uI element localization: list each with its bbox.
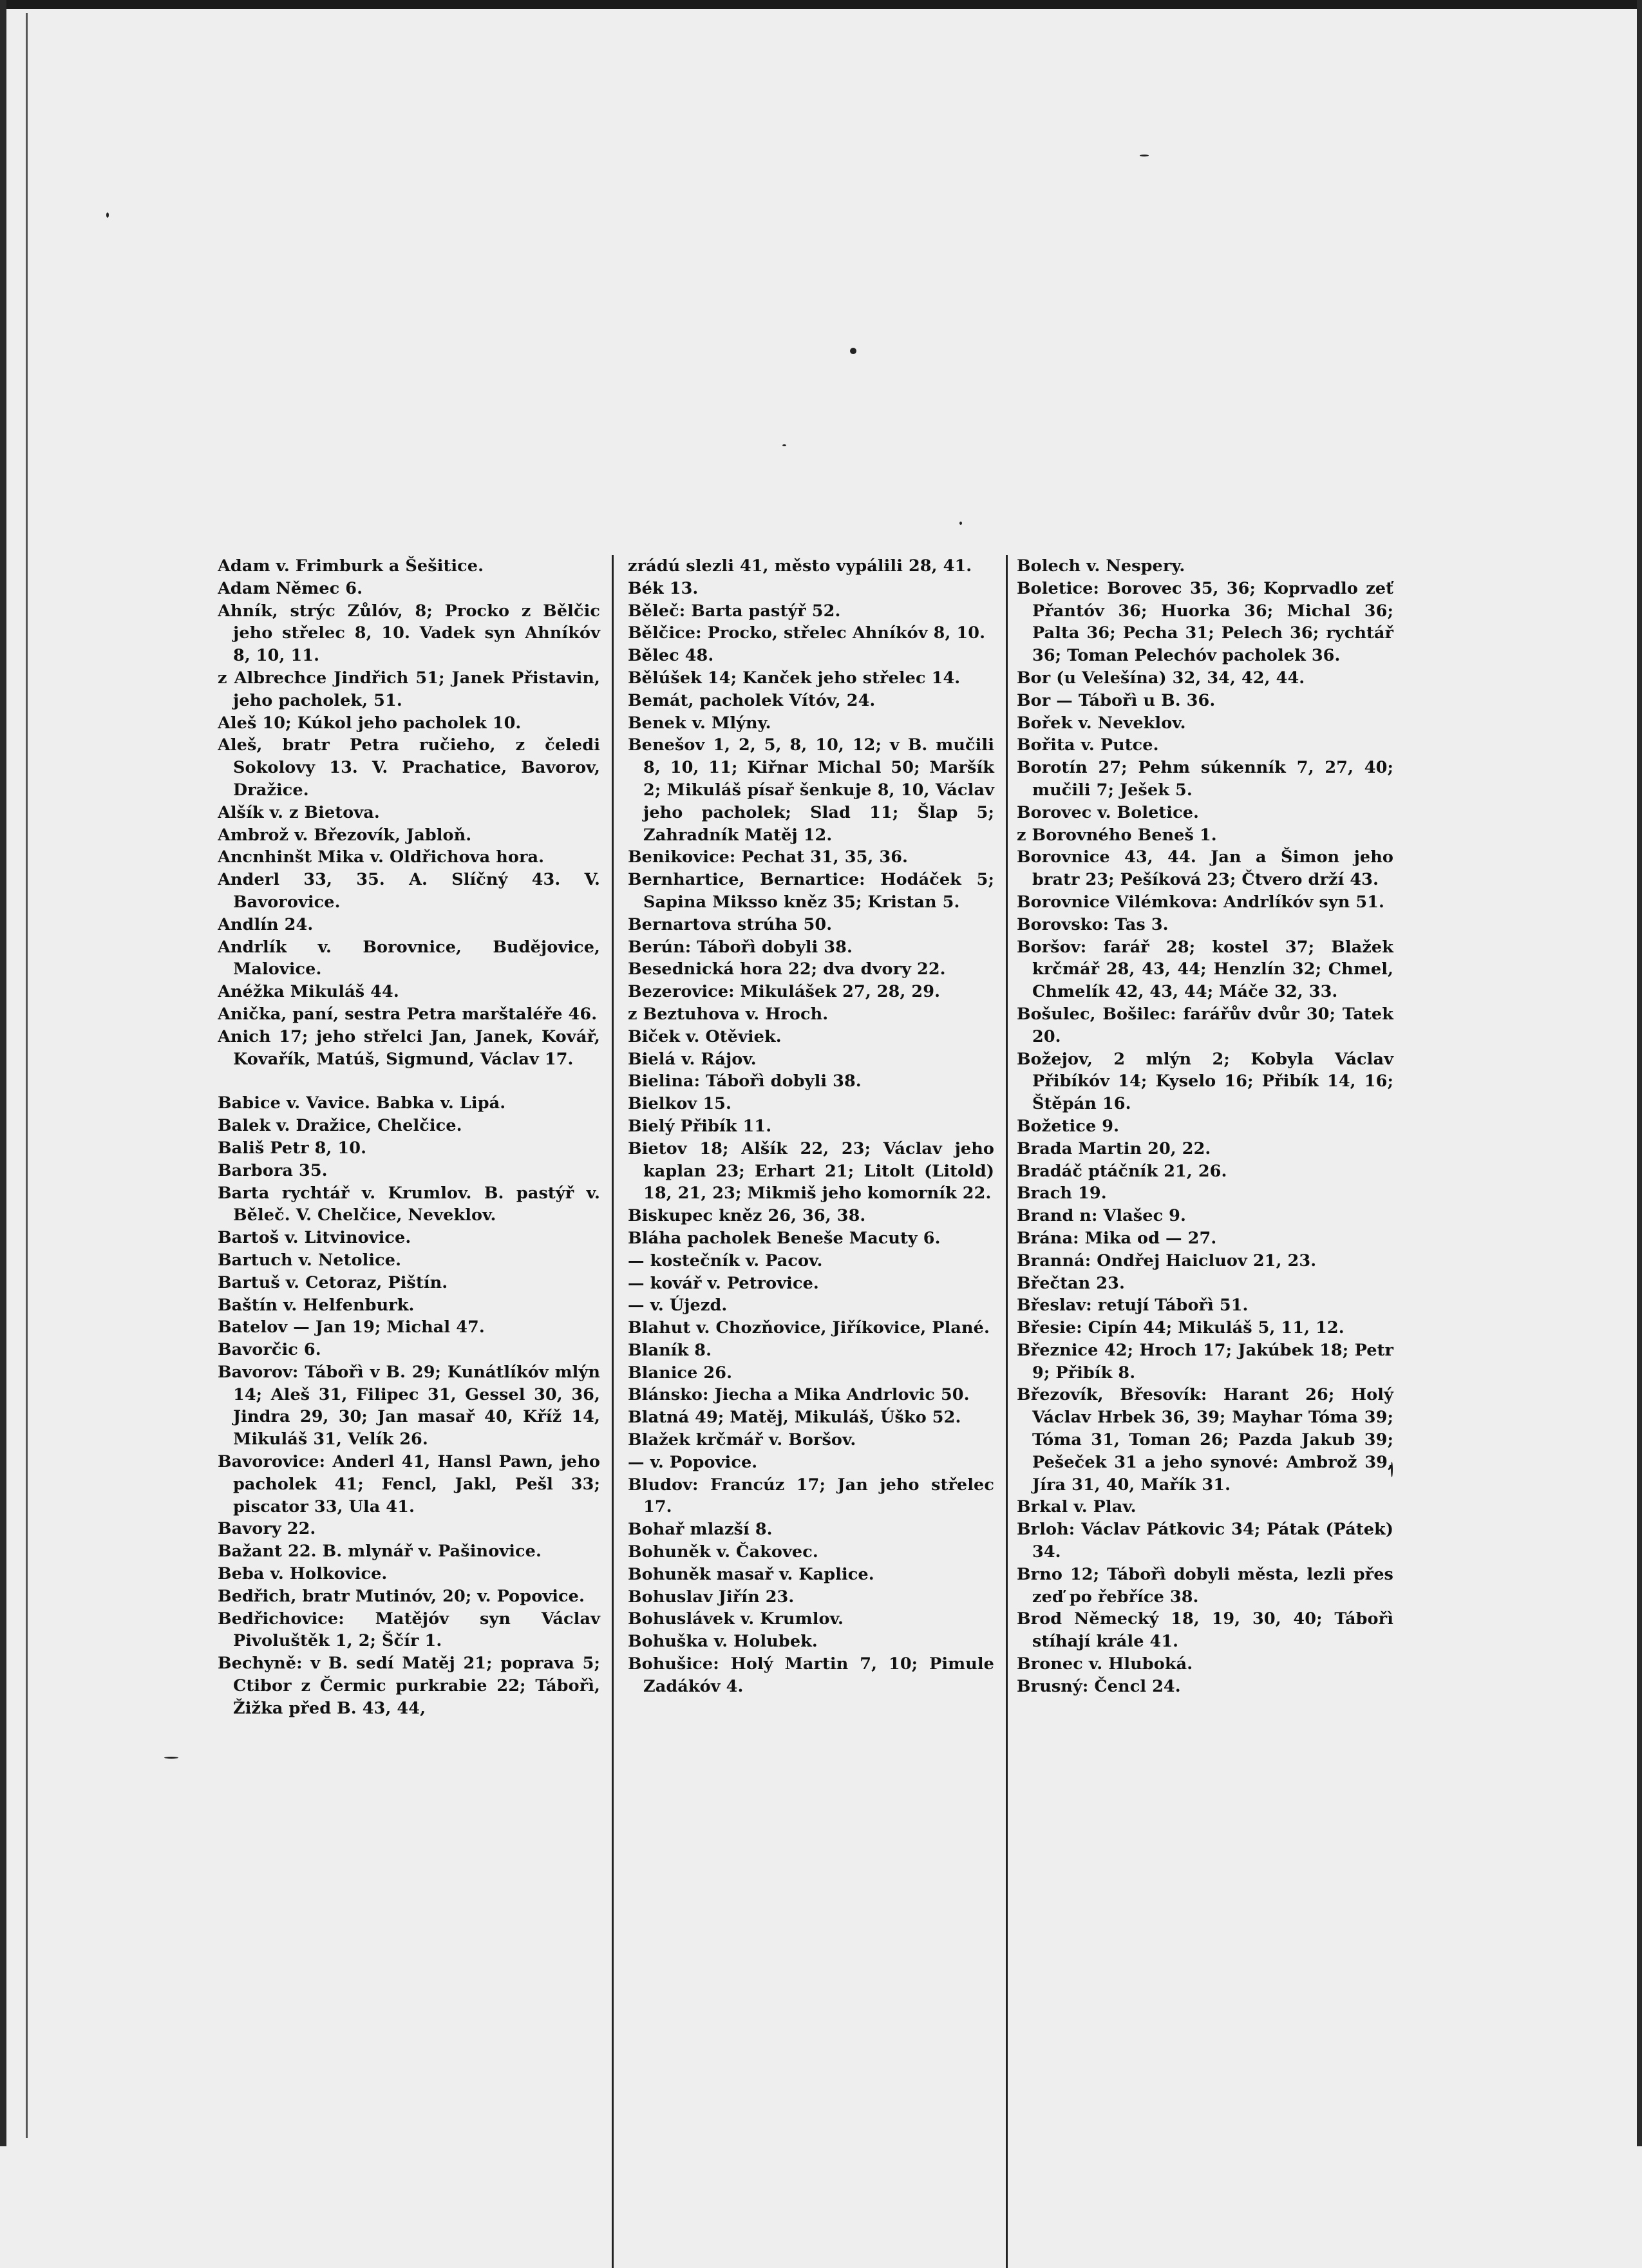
page-fold-line [26, 13, 28, 2138]
index-entry: z Borovného Beneš 1. [1017, 825, 1217, 845]
index-entry: Anička, paní, sestra Petra marštaléře 46. [218, 1004, 598, 1024]
index-entry: Bartuš v. Cetoraz, Pištín. [218, 1272, 448, 1292]
index-entry: Blánsko: Jiecha a Mika Andrlovic 50. [628, 1385, 970, 1405]
index-column-2 [612, 555, 1006, 2268]
index-entry: Bielkov 15. [628, 1094, 731, 1114]
index-entry: Blažek krčmář v. Boršov. [628, 1430, 856, 1450]
index-entry: Bielý Přibík 11. [628, 1116, 772, 1136]
index-entry: Adam Němec 6. [218, 578, 363, 598]
index-entry: Bohušice: Holý Martin 7, 10; Pimule Zadákóv 4. [628, 1654, 994, 1696]
index-entry: Bořita v. Putce. [1017, 735, 1159, 755]
index-entry: Bolech v. Nespery. [1017, 556, 1185, 576]
index-entry: Andlín 24. [218, 914, 314, 934]
index-entry: — v. Popovice. [628, 1452, 758, 1472]
index-entry: Brána: Mika od — 27. [1017, 1228, 1217, 1248]
index-entry: Ancnhinšt Mika v. Oldřichova hora. [218, 847, 545, 867]
index-entry: Balek v. Dražice, Chelčice. [218, 1116, 462, 1136]
index-entry: Anderl 33, 35. A. Slíčný 43. V. Bavorovice. [218, 870, 600, 912]
index-entry: Brloh: Václav Pátkovic 34; Pátak (Pátek) 34. [1017, 1520, 1393, 1562]
index-entry: Bartuch v. Netolice. [218, 1250, 402, 1270]
index-entry: Borotín 27; Pehm súkenník 7, 27, 40; mučili 7; Ješek 5. [1017, 758, 1393, 800]
index-entry: Bavorov: Tábořì v B. 29; Kunátlíkóv mlýn 14; Aleš 31, Filipec 31, Gessel 30, 36, Jindra 29, 30; Jan masař 40, Kříž 14, Mikuláš 31, Velík 26. [218, 1362, 600, 1450]
index-entry: Bořek v. Neveklov. [1017, 713, 1186, 733]
index-entry: Anéžka Mikuláš 44. [218, 982, 399, 1002]
index-entry: Bludov: Francúz 17; Jan jeho střelec 17. [628, 1475, 994, 1517]
index-entry: Bielina: Tábořì dobyli 38. [628, 1072, 862, 1091]
index-entry: Bělec 48. [628, 646, 714, 666]
index-entry: Bělúšek 14; Kanček jeho střelec 14. [628, 668, 961, 688]
index-entry: Batelov — Jan 19; Michal 47. [218, 1318, 485, 1337]
index-entry: Bohuněk v. Čakovec. [628, 1542, 818, 1562]
index-column-3 [1006, 555, 1400, 2268]
index-entry: Barta rychtář v. Krumlov. B. pastýř v. Běleč. V. Chelčice, Neveklov. [218, 1183, 600, 1225]
index-entry: Bernartova strúha 50. [628, 914, 833, 934]
index-entry: Ahník, strýc Zůlóv, 8; Procko z Bělčic jeho střelec 8, 10. Vadek syn Ahníkóv 8, 10, 11. [218, 601, 600, 666]
index-entry: Blanice 26. [628, 1363, 733, 1383]
index-entry: Bernhartice, Bernartice: Hodáček 5; Sapina Miksso kněz 35; Kristan 5. [628, 870, 994, 912]
index-entry: Brkal v. Plav. [1017, 1497, 1137, 1517]
index-entry: Beba v. Holkovice. [218, 1564, 388, 1584]
index-entry: Brach 19. [1017, 1184, 1107, 1204]
index-column-1 [218, 555, 612, 2268]
index-entry: Bedřich, bratr Mutinóv, 20; v. Popovice. [218, 1586, 585, 1606]
index-entry: Borovnice Vilémkova: Andrlíkóv syn 51. [1017, 892, 1384, 912]
index-entry: Bošulec, Bošilec: farářův dvůr 30; Tatek 20. [1017, 1004, 1393, 1046]
index-entry: Bohař mlazší 8. [628, 1520, 773, 1540]
index-entry: Adam v. Frimburk a Šešitice. [218, 556, 484, 576]
index-entry: Bohuška v. Holubek. [628, 1632, 818, 1652]
index-entry: Besednická hora 22; dva dvory 22. [628, 959, 946, 979]
index-entry: Bažant 22. B. mlynář v. Pašinovice. [218, 1542, 542, 1562]
index-entry: Bradáč ptáčník 21, 26. [1017, 1161, 1227, 1181]
index-entry: Bališ Petr 8, 10. [218, 1138, 367, 1158]
index-entry: Bavorovice: Anderl 41, Hansl Pawn, jeho pacholek 41; Fencl, Jakl, Pešl 33; piscator 33, Ula 41. [218, 1452, 600, 1517]
index-entry: — v. Újezd. [628, 1296, 728, 1316]
index-entry: Brusný: Čencl 24. [1017, 1676, 1181, 1696]
index-entry: z Beztuhova v. Hroch. [628, 1004, 829, 1024]
index-entry: Alšík v. z Bietova. [218, 802, 380, 822]
scan-edge-right [1637, 0, 1642, 2146]
index-entry: Blatná 49; Matěj, Mikuláš, Úško 52. [628, 1408, 961, 1428]
index-entry: Bemát, pacholek Vítóv, 24. [628, 690, 876, 710]
index-entry: Brand n: Vlašec 9. [1017, 1206, 1186, 1226]
index-entry: Bartoš v. Litvinovice. [218, 1228, 411, 1248]
index-entry: Benikovice: Pechat 31, 35, 36. [628, 847, 909, 867]
scan-edge-top [0, 0, 1642, 9]
index-entry: Bor — Tábořì u B. 36. [1017, 690, 1216, 710]
index-entry: Babice v. Vavice. Babka v. Lipá. [218, 1093, 506, 1113]
index-entry: Bláha pacholek Beneše Macuty 6. [628, 1228, 941, 1248]
index-entry: Běleč: Barta pastýř 52. [628, 601, 841, 621]
index-entry: Blaník 8. [628, 1340, 712, 1360]
index-entry: Anich 17; jeho střelci Jan, Janek, Kovář, Kovařík, Matúš, Sigmund, Václav 17. [218, 1026, 600, 1069]
index-entry: Bor (u Velešína) 32, 34, 42, 44. [1017, 668, 1305, 688]
index-entry: Borovec v. Boletice. [1017, 802, 1200, 822]
index-entry: Bavory 22. [218, 1519, 316, 1539]
index-entry: — kostečník v. Pacov. [628, 1251, 823, 1271]
index-entry: Baštín v. Helfenburk. [218, 1295, 415, 1315]
index-entry: Blahut v. Chozňovice, Jiříkovice, Plané. [628, 1318, 990, 1338]
index-entry: Borovsko: Tas 3. [1017, 914, 1169, 934]
index-entry: Bohuslávek v. Krumlov. [628, 1609, 844, 1629]
index-entry: Bietov 18; Alšík 22, 23; Václav jeho kaplan 23; Erhart 21; Litolt (Litold) 18, 21, 23; Mikmiš jeho komorník 22. [628, 1139, 994, 1204]
index-entry: Aleš, bratr Petra ručieho, z čeledi Sokolovy 13. V. Prachatice, Bavorov, Dražice. [218, 735, 600, 800]
index-entry: Andrlík v. Borovnice, Budějovice, Malovice. [218, 937, 600, 979]
index-entry: — kovář v. Petrovice. [628, 1273, 819, 1293]
index-entry: z Albrechce Jindřich 51; Janek Přistavin, jeho pacholek, 51. [218, 668, 600, 710]
index-entry: Bechyně: v B. sedí Matěj 21; poprava 5; Ctibor z Čermic purkrabie 22; Tábořì, Žižka před B. 43, 44, [218, 1654, 600, 1718]
index-entry: Biskupec kněz 26, 36, 38. [628, 1206, 866, 1226]
scan-edge-left [0, 0, 6, 2146]
index-entry: Božetice 9. [1017, 1116, 1120, 1136]
index-entry: Borovnice 43, 44. Jan a Šimon jeho bratr 23; Pešíková 23; Čtvero drží 43. [1017, 847, 1393, 890]
index-entry: zrádú slezli 41, město vypálili 28, 41. [628, 556, 972, 576]
index-entry: Brada Martin 20, 22. [1017, 1139, 1211, 1158]
index-entry: Bezerovice: Mikulášek 27, 28, 29. [628, 982, 941, 1002]
index-entry: Bavorčic 6. [218, 1340, 321, 1360]
index-entry: Brno 12; Tábořì dobyli města, lezli přes zeď po řebříce 38. [1017, 1564, 1393, 1607]
index-entry: Břesie: Cipín 44; Mikuláš 5, 11, 12. [1017, 1318, 1345, 1338]
index-entry: Barbora 35. [218, 1160, 328, 1180]
name-index [218, 555, 1441, 2268]
index-entry: Aleš 10; Kúkol jeho pacholek 10. [218, 713, 522, 733]
index-entry: Břečtan 23. [1017, 1273, 1125, 1293]
index-entry: Bělčice: Procko, střelec Ahníkóv 8, 10. [628, 623, 986, 643]
index-entry: Bielá v. Rájov. [628, 1049, 757, 1069]
index-entry: Branná: Ondřej Haicluov 21, 23. [1017, 1251, 1317, 1271]
index-entry: Brod Německý 18, 19, 30, 40; Tábořì stíhají krále 41. [1017, 1609, 1393, 1652]
index-entry: Březovík, Břesovík: Harant 26; Holý Václav Hrbek 36, 39; Mayhar Tóma 39; Tóma 31, Toman 26; Pazda Jakub 39; Pešeček 31 a jeho synové: Ambrož 39, Jíra 31, 40, Mařík 31. [1017, 1385, 1393, 1495]
index-entry: Břeslav: retují Tábořì 51. [1017, 1296, 1249, 1316]
index-entry: Berún: Tábořì dobyli 38. [628, 937, 853, 957]
index-entry: Březnice 42; Hroch 17; Jakúbek 18; Petr 9; Přibík 8. [1017, 1340, 1393, 1383]
index-entry: Bedřichovice: Matějóv syn Václav Pivoluštěk 1, 2; Ščír 1. [218, 1609, 600, 1651]
index-entry: Benešov 1, 2, 5, 8, 10, 12; v B. mučili 8, 10, 11; Kiřnar Michal 50; Maršík 2; Mikuláš písař šenkuje 8, 10, Václav jeho pacholek; Slad 11; Šlap 5; Zahradník Matěj 12. [628, 735, 994, 845]
index-entry: Bék 13. [628, 578, 699, 598]
index-entry: Benek v. Mlýny. [628, 713, 771, 733]
index-entry: Bohuslav Jiřín 23. [628, 1587, 795, 1607]
index-entry: Ambrož v. Březovík, Jabloň. [218, 825, 472, 845]
index-entry: Bronec v. Hluboká. [1017, 1654, 1193, 1674]
index-entry: Boletice: Borovec 35, 36; Koprvadlo zeť Přantóv 36; Huorka 36; Michal 36; Palta 36; Pecha 31; Pelech 36; rychtář 36; Toman Pelechóv pacholek 36. [1017, 578, 1393, 666]
index-entry: Biček v. Otěviek. [628, 1026, 782, 1046]
index-entry: Boršov: farář 28; kostel 37; Blažek krčmář 28, 43, 44; Henzlín 32; Chmel, Chmelík 42, 43, 44; Máče 32, 33. [1017, 937, 1393, 1002]
index-entry: Bohuněk masař v. Kaplice. [628, 1564, 874, 1584]
index-entry: Božejov, 2 mlýn 2; Kobyla Václav Přibíkóv 14; Kyselo 16; Přibík 14, 16; Štěpán 16. [1017, 1049, 1393, 1114]
